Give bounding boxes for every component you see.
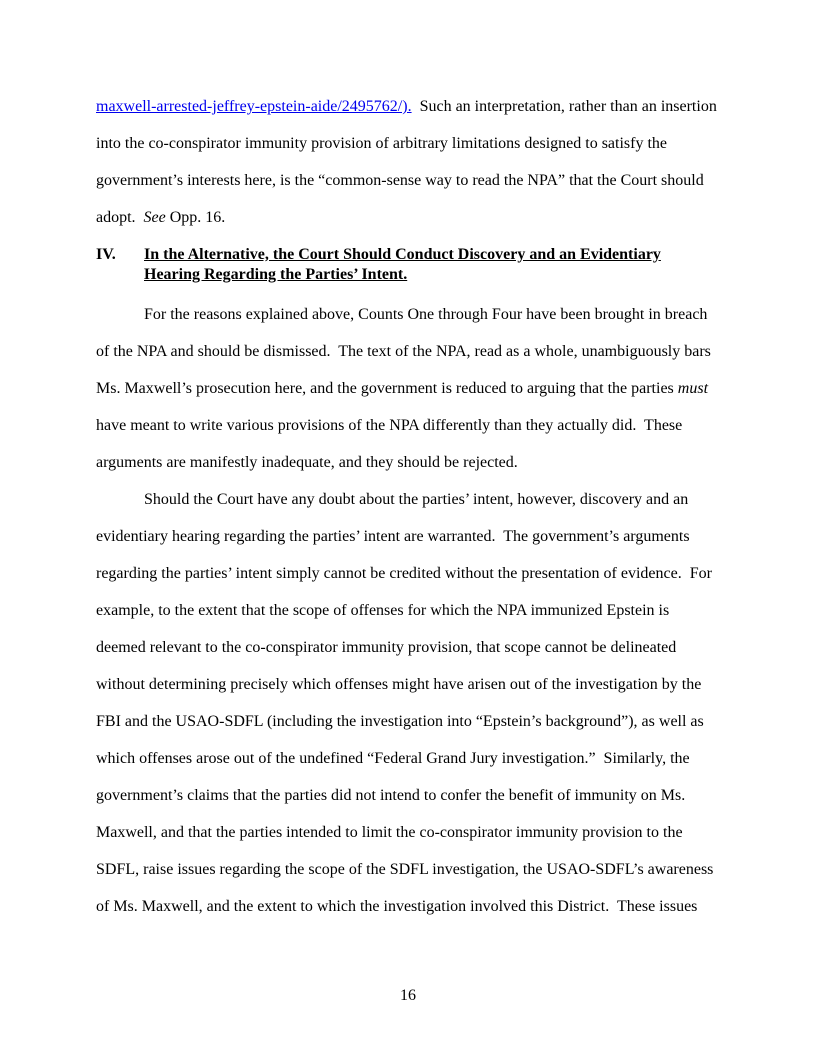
opp-citation-text: Opp. 16. xyxy=(165,209,226,226)
section-heading-line-1: In the Alternative, the Court Should Conduct Discovery and an Evidentiary xyxy=(144,246,661,263)
paragraph2-text-before: For the reasons explained above, Counts One through Four have been brought in breach of the NPA and should be dismissed. The text of the NPA, read as a whole, unambiguously bars Ms. Maxwell’s prosecution here, and the government is reduced to arguing that the parties xyxy=(96,306,715,397)
section-number: IV. xyxy=(96,246,116,263)
paragraph2-must-italic: must xyxy=(677,380,709,397)
paragraph1-text: Such an interpretation, rather than an insertion into the co-conspirator immunity provision of arbitrary limitations designed to satisfy the government’s interests here, is the “common-sense way to read the NPA” that the Court should adopt. xyxy=(96,98,721,226)
paragraph-breach-arguments xyxy=(96,296,720,481)
epstein-article-url-link[interactable]: maxwell-arrested-jeffrey-epstein-aide/2495762/). xyxy=(96,98,412,115)
page-number: 16 xyxy=(400,987,416,1004)
paragraph3-text: Should the Court have any doubt about the parties’ intent, however, discovery and an evidentiary hearing regarding the parties’ intent are warranted. The government’s arguments regarding the parties’ intent simply cannot be credited without the presentation of evidence. For example, to the extent that the scope of offenses for which the NPA immunized Epstein is deemed relevant to the co-conspirator immunity provision, that scope cannot be delineated without determining precisely which offenses might have arisen out of the investigation by the FBI and the USAO-SDFL (including the investigation into “Epstein’s background”), as well as which offenses arose out of the undefined “Federal Grand Jury investigation.” Similarly, the government’s claims that the parties did not intend to confer the benefit of immunity on Ms. Maxwell, and that the parties intended to limit the co-conspirator immunity provision to the SDFL, raise issues regarding the scope of the SDFL investigation, the USAO-SDFL’s awareness of Ms. Maxwell, and the extent to which the investigation involved this District. These issues xyxy=(96,491,718,915)
page-content xyxy=(96,0,720,925)
section-heading-iv xyxy=(96,245,720,285)
paragraph-npa-interpretation xyxy=(96,88,720,236)
see-signal-italic: See xyxy=(143,209,166,226)
paragraph2-text-after: have meant to write various provisions of the NPA differently than they actually did. These arguments are manifestly inadequate, and they should be rejected. xyxy=(96,380,713,471)
paragraph-discovery-hearing xyxy=(96,481,720,925)
section-heading-line-2: Hearing Regarding the Parties’ Intent. xyxy=(144,266,408,283)
